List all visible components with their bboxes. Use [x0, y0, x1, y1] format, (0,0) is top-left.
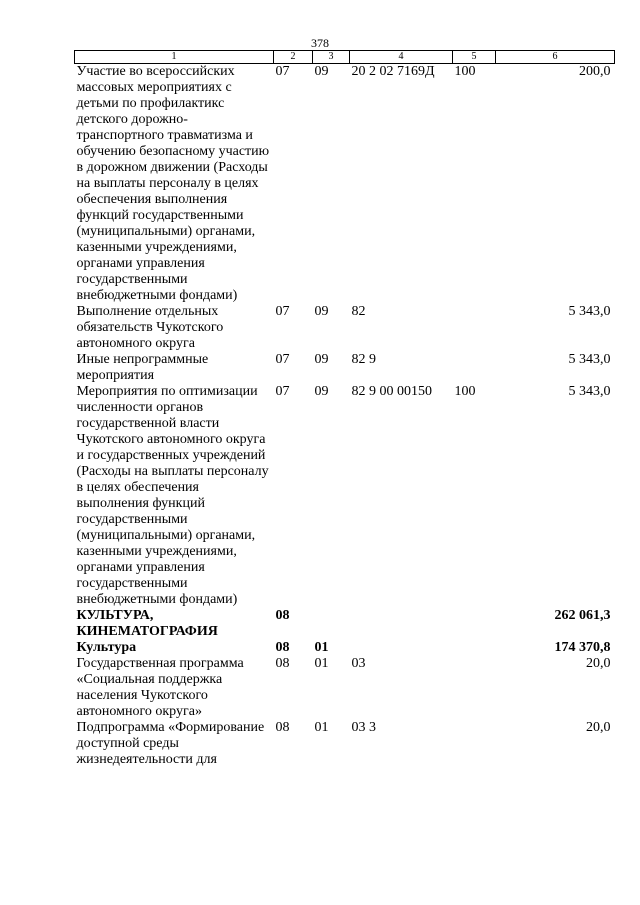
- table-row: [75, 656, 615, 720]
- row-target-article: [350, 640, 453, 656]
- row-expense-type: [453, 720, 496, 768]
- row-section: 08: [275, 640, 290, 655]
- row-sum: 262 061,3: [554, 608, 611, 623]
- row-section: 08: [275, 720, 290, 735]
- table-row: [75, 304, 615, 352]
- row-expense-type: 100: [454, 64, 476, 79]
- row-name: Культура: [76, 640, 137, 655]
- row-subsection: 09: [314, 304, 329, 319]
- row-subsection: 09: [314, 64, 329, 79]
- header-col-6: 6: [496, 51, 615, 64]
- row-subsection: 01: [314, 720, 329, 735]
- row-sum: 200,0: [579, 64, 611, 79]
- row-sum: 20,0: [586, 656, 611, 671]
- header-col-5: 5: [453, 51, 496, 64]
- row-target-article: 03 3: [351, 720, 376, 735]
- row-section: 07: [275, 384, 290, 399]
- row-expense-type: 100: [454, 384, 476, 399]
- row-expense-type: [453, 608, 496, 640]
- header-col-1: 1: [75, 51, 274, 64]
- row-section: 08: [275, 656, 290, 671]
- row-subsection: 09: [314, 352, 329, 367]
- header-col-2: 2: [274, 51, 313, 64]
- row-name: Мероприятия по оптимизации численности органов государственной власти Чукотского автономного округа и государственных учреждений (Расходы на выплаты персоналу в целях обеспечения выполнения функций государственными (муниципальными) органами, казенными учреждениями, органами управления государственными внебюджетными фондами): [76, 384, 269, 607]
- row-name: Государственная программа «Социальная поддержка населения Чукотского автономного округа»: [76, 656, 244, 719]
- table-row: [75, 384, 615, 608]
- row-name: Участие во всероссийских массовых мероприятиях с детьми по профилактикс детского дорожно-транспортного травматизма и обучению безопасному участию в дорожном движении (Расходы на выплаты персоналу в целях обеспечения выполнения функций государственными (муниципальными) органами, казенными учреждениями, органами управления государственными внебюджетными фондами): [76, 64, 270, 303]
- header-col-3: 3: [313, 51, 350, 64]
- row-name: КУЛЬТУРА, КИНЕМАТОГРАФИЯ: [76, 608, 218, 639]
- row-target-article: 82: [351, 304, 366, 319]
- table-row: [75, 608, 615, 640]
- table-row: [75, 352, 615, 384]
- table-row: [75, 64, 615, 305]
- row-target-article: 03: [351, 656, 366, 671]
- row-section: 07: [275, 64, 290, 79]
- row-subsection: 01: [314, 656, 329, 671]
- row-expense-type: [453, 352, 496, 384]
- row-sum: 174 370,8: [554, 640, 611, 655]
- row-target-article: 20 2 02 7169Д: [351, 64, 435, 79]
- row-name: Выполнение отдельных обязательств Чукотского автономного округа: [76, 304, 224, 351]
- row-name: Подпрограмма «Формирование доступной среды жизнедеятельности для: [76, 720, 265, 767]
- row-target-article: 82 9: [351, 352, 376, 367]
- page-number: 378: [311, 36, 329, 50]
- row-name: Иные непрограммные мероприятия: [76, 352, 209, 383]
- row-section: 08: [275, 608, 290, 623]
- row-expense-type: [453, 656, 496, 720]
- row-section: 07: [275, 304, 290, 319]
- row-section: 07: [275, 352, 290, 367]
- row-sum: 20,0: [586, 720, 611, 735]
- row-sum: 5 343,0: [568, 304, 611, 319]
- row-target-article: 82 9 00 00150: [351, 384, 432, 399]
- row-sum: 5 343,0: [568, 384, 611, 399]
- row-subsection: 09: [314, 384, 329, 399]
- row-sum: 5 343,0: [568, 352, 611, 367]
- budget-table: [74, 50, 615, 768]
- row-target-article: [350, 608, 453, 640]
- table-row: [75, 720, 615, 768]
- row-expense-type: [453, 640, 496, 656]
- row-subsection: [313, 608, 350, 640]
- row-expense-type: [453, 304, 496, 352]
- row-subsection: 01: [314, 640, 329, 655]
- header-col-4: 4: [350, 51, 453, 64]
- table-row: [75, 640, 615, 656]
- table-header-row: [75, 51, 615, 64]
